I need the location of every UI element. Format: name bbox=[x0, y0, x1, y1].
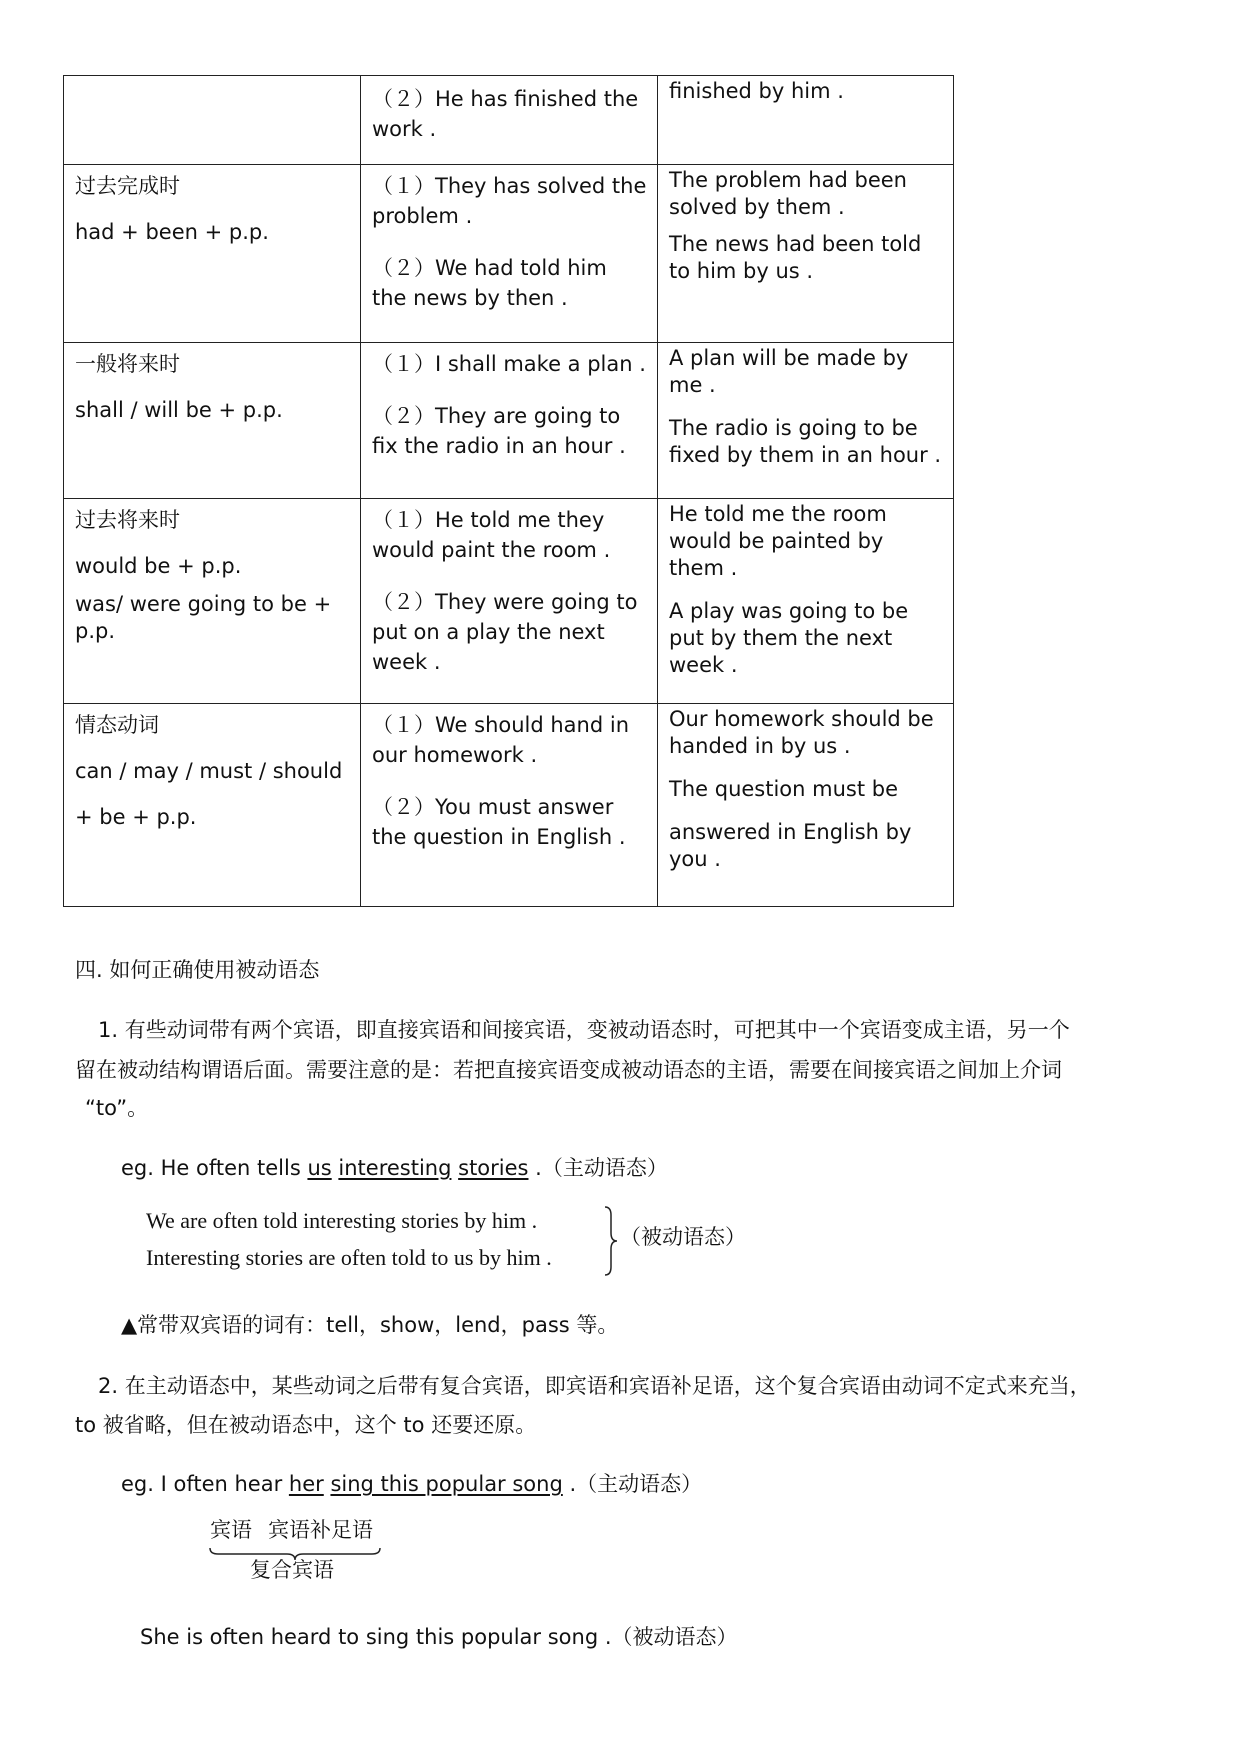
object: her bbox=[288, 1472, 324, 1496]
label-compound-object: 复合宾语 bbox=[250, 1558, 334, 1582]
example-2-passive: She is often heard to sing this popular song .（被动语态） bbox=[140, 1625, 738, 1649]
section-heading: 四. 如何正确使用被动语态 bbox=[75, 958, 320, 982]
tense-formula: can / may / must / should bbox=[75, 759, 343, 783]
tense-name: 一般将来时 bbox=[75, 352, 180, 376]
example-text: .（主动语态） bbox=[528, 1156, 668, 1180]
right-brace-icon bbox=[603, 1205, 619, 1277]
object-complement: sing this popular song bbox=[330, 1472, 563, 1496]
paragraph-1-line-3: “to”。 bbox=[85, 1096, 149, 1120]
passive-cell bbox=[658, 343, 954, 499]
table-row bbox=[64, 499, 954, 704]
table-row bbox=[64, 343, 954, 499]
tense-cell bbox=[64, 499, 361, 704]
passive-example: The news had been told to him by us . bbox=[669, 232, 922, 283]
tense-formula: shall / will be + p.p. bbox=[75, 398, 283, 422]
label-object: 宾语 bbox=[210, 1518, 252, 1542]
example-text: eg. He often tells bbox=[121, 1156, 308, 1180]
passive-example: Our homework should be handed in by us . bbox=[669, 707, 934, 758]
active-example: （１）I shall make a plan . bbox=[372, 352, 646, 376]
tense-cell bbox=[64, 165, 361, 343]
tense-formula: + be + p.p. bbox=[75, 805, 197, 829]
active-cell bbox=[361, 165, 658, 343]
passive-example: A play was going to be put by them the next week . bbox=[669, 599, 909, 677]
passive-cell bbox=[658, 499, 954, 704]
passive-example: The question must be bbox=[669, 777, 899, 801]
passive-example: He told me the room would be painted by them . bbox=[669, 502, 887, 580]
tense-cell bbox=[64, 704, 361, 907]
passive-cell bbox=[658, 704, 954, 907]
tense-formula: was/ were going to be + p.p. bbox=[75, 592, 332, 643]
active-cell bbox=[361, 499, 658, 704]
passive-example: finished by him . bbox=[669, 79, 844, 103]
tense-formula: would be + p.p. bbox=[75, 554, 242, 578]
tense-name: 情态动词 bbox=[75, 713, 159, 737]
direct-object: stories bbox=[458, 1156, 529, 1180]
double-object-note: ▲常带双宾语的词有：tell，show，lend，pass 等。 bbox=[121, 1313, 619, 1337]
paragraph-1-line-1: 1. 有些动词带有两个宾语，即直接宾语和间接宾语，变被动语态时，可把其中一个宾语变成主语，另一个 bbox=[98, 1018, 1070, 1042]
passive-example: answered in English by you . bbox=[669, 820, 912, 871]
table-row bbox=[64, 76, 954, 165]
active-example: （２）They are going to fix the radio in an hour . bbox=[372, 404, 626, 458]
active-cell bbox=[361, 704, 658, 907]
tense-name: 过去将来时 bbox=[75, 508, 180, 532]
passive-voice-table bbox=[63, 75, 954, 907]
tense-formula: had + been + p.p. bbox=[75, 220, 269, 244]
passive-cell bbox=[658, 165, 954, 343]
tense-cell bbox=[64, 76, 361, 165]
active-example: （１）They has solved the problem . bbox=[372, 174, 647, 228]
paragraph-2-line-2: to 被省略，但在被动语态中，这个 to 还要还原。 bbox=[75, 1413, 537, 1437]
active-cell bbox=[361, 343, 658, 499]
indirect-object: us bbox=[307, 1156, 332, 1180]
active-example: （１）We should hand in our homework . bbox=[372, 713, 630, 767]
active-example: （２）We had told him the news by then . bbox=[372, 256, 607, 310]
passive-cell bbox=[658, 76, 954, 165]
active-example: （２）You must answer the question in English . bbox=[372, 795, 626, 849]
table-row bbox=[64, 704, 954, 907]
direct-object-modifier: interesting bbox=[338, 1156, 452, 1180]
passive-example: A plan will be made by me . bbox=[669, 346, 909, 397]
example-text: eg. I often hear bbox=[121, 1472, 289, 1496]
label-object-complement: 宾语补足语 bbox=[268, 1518, 373, 1542]
passive-example: The problem had been solved by them . bbox=[669, 168, 907, 219]
passive-sentence-1: We are often told interesting stories by him . bbox=[146, 1208, 538, 1233]
paragraph-1-line-2: 留在被动结构谓语后面。需要注意的是：若把直接宾语变成被动语态的主语，需要在间接宾语之间加上介词 bbox=[75, 1058, 1062, 1082]
passive-tag: （被动语态） bbox=[620, 1225, 746, 1249]
passive-example: The radio is going to be fixed by them in an hour . bbox=[669, 416, 942, 467]
paragraph-2-line-1: 2. 在主动语态中，某些动词之后带有复合宾语，即宾语和宾语补足语，这个复合宾语由动词不定式来充当， bbox=[98, 1374, 1091, 1398]
passive-sentence-2: Interesting stories are often told to us by him . bbox=[146, 1245, 552, 1270]
active-example: （２）They were going to put on a play the next week . bbox=[372, 590, 638, 674]
active-example: （１）He told me they would paint the room . bbox=[372, 508, 611, 562]
example-1-active bbox=[121, 1153, 668, 1183]
active-example: （２）He has finished the work . bbox=[372, 87, 639, 141]
table-row bbox=[64, 165, 954, 343]
active-cell bbox=[361, 76, 658, 165]
example-2-active bbox=[121, 1469, 702, 1499]
example-text: .（主动语态） bbox=[562, 1472, 703, 1496]
tense-name: 过去完成时 bbox=[75, 174, 180, 198]
tense-cell bbox=[64, 343, 361, 499]
